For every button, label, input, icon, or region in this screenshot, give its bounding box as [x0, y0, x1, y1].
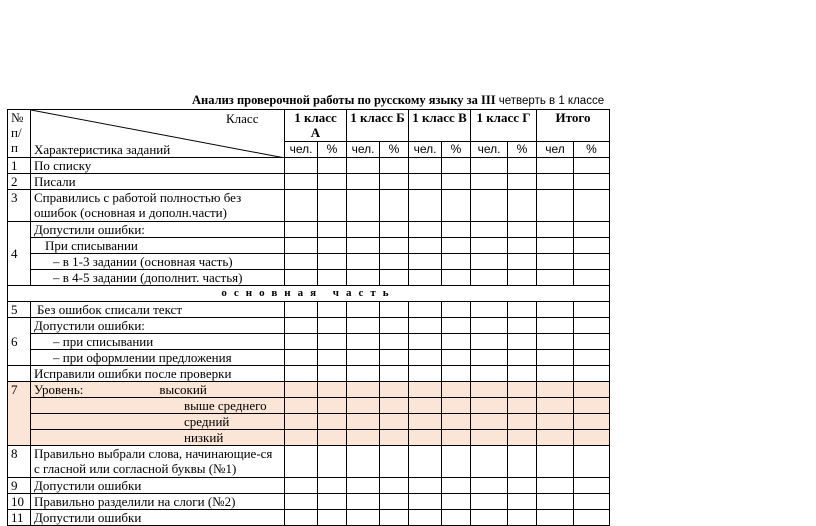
section-row: [8, 286, 610, 302]
row-num: 6: [8, 318, 31, 366]
sub-header: чел: [537, 142, 574, 158]
row-text: – при списывании: [31, 334, 285, 350]
table-row: [8, 238, 610, 254]
row-text: Допустили ошибки: [31, 510, 285, 526]
table-row: [8, 254, 610, 270]
sub-header: чел.: [409, 142, 442, 158]
level-cell: [31, 382, 285, 398]
table-row: [8, 494, 610, 510]
header-diagonal-cell: [31, 110, 285, 158]
row-num: 11: [8, 510, 31, 526]
sub-header: чел.: [285, 142, 318, 158]
row-text: Допустили ошибки:: [31, 318, 285, 334]
table-row: [8, 190, 610, 222]
table-row: [8, 478, 610, 494]
level-average: средний: [31, 414, 285, 430]
row-text: Правильно выбрали слова, начинающие-ся с гласной или согласной буквы (№1): [31, 446, 285, 478]
header-class-a: 1 класс А: [285, 110, 347, 142]
header-characteristic-label: Характеристика заданий: [34, 142, 171, 157]
table-row: [8, 222, 610, 238]
page-title: [192, 93, 604, 108]
row-text: Допустили ошибки: [31, 478, 285, 494]
header-total: Итого: [537, 110, 610, 142]
level-label: Уровень:: [34, 382, 84, 397]
table-row: [8, 382, 610, 398]
table-row: [8, 398, 610, 414]
row-num: 8: [8, 446, 31, 478]
level-above-average: выше среднего: [31, 398, 285, 414]
sub-header: %: [318, 142, 347, 158]
row-num: 2: [8, 174, 31, 190]
row-num: 9: [8, 478, 31, 494]
sub-header: %: [380, 142, 409, 158]
row-text: Правильно разделили на слоги (№2): [31, 494, 285, 510]
table-row: [8, 318, 610, 334]
title-bold: Анализ проверочной работы по русскому языку за III: [192, 93, 496, 107]
table-row: [8, 414, 610, 430]
row-num: 7: [8, 382, 31, 446]
table-row: [8, 446, 610, 478]
row-text: По списку: [31, 158, 285, 174]
header-num: № п/п: [8, 110, 31, 158]
row-num: 10: [8, 494, 31, 510]
table-row: [8, 334, 610, 350]
row-text: Без ошибок списали текст: [31, 302, 285, 318]
level-high: высокий: [159, 382, 207, 397]
table-row: [8, 158, 610, 174]
row-num: 1: [8, 158, 31, 174]
row-text: Исправили ошибки после проверки: [31, 366, 285, 382]
row-num: 3: [8, 190, 31, 222]
table-row: [8, 302, 610, 318]
level-low: низкий: [31, 430, 285, 446]
header-class-b: 1 класс Б: [347, 110, 409, 142]
table-row: [8, 174, 610, 190]
sub-header: чел.: [471, 142, 508, 158]
title-rest: четверть в 1 классе: [498, 95, 605, 107]
table-row: [8, 430, 610, 446]
header-class-v: 1 класс В: [409, 110, 471, 142]
row-num: 5: [8, 302, 31, 318]
table-row: [8, 270, 610, 286]
sub-header: %: [442, 142, 471, 158]
row-text: Допустили ошибки:: [31, 222, 285, 238]
sub-header: %: [574, 142, 610, 158]
section-title: основная часть: [8, 286, 610, 302]
table-row: [8, 510, 610, 526]
row-text: – при оформлении предложения: [31, 350, 285, 366]
sub-header: %: [508, 142, 537, 158]
header-class-label: Класс: [226, 111, 259, 126]
analysis-table: [7, 109, 610, 526]
row-text: – в 4-5 задании (дополнит. частья): [31, 270, 285, 286]
header-class-g: 1 класс Г: [471, 110, 537, 142]
table-row: [8, 350, 610, 366]
row-text: Справились с работой полностью без ошибок (основная и дополн.части): [31, 190, 285, 222]
row-text: – в 1-3 задании (основная часть): [31, 254, 285, 270]
row-num: 4: [8, 222, 31, 286]
table-row: [8, 366, 610, 382]
sub-header: чел.: [347, 142, 380, 158]
row-text: Писали: [31, 174, 285, 190]
row-text: При списывании: [31, 238, 285, 254]
